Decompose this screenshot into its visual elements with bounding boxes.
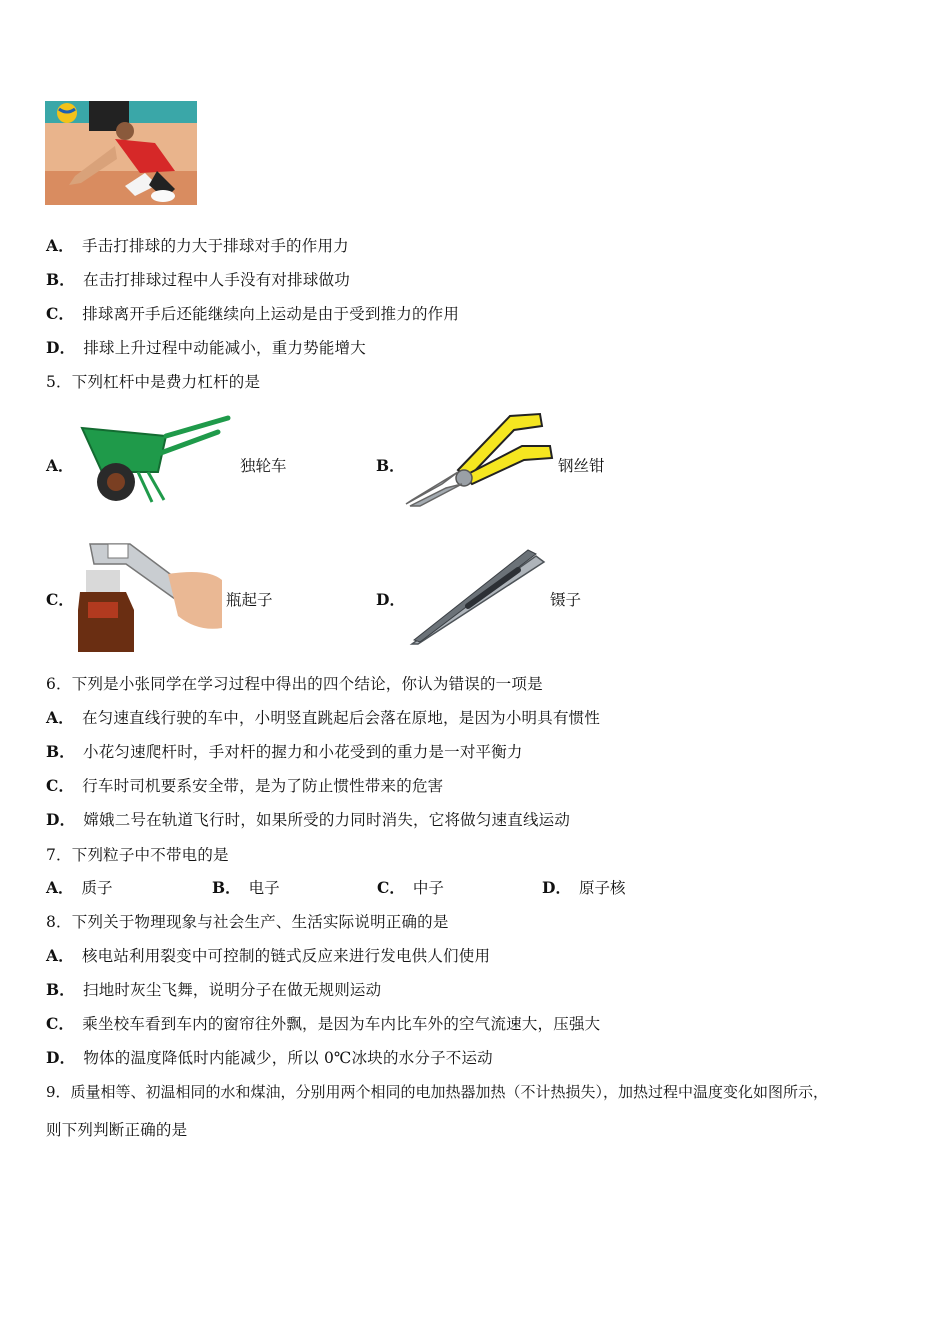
q7-stem: 7．下列粒子中不带电的是 — [46, 846, 229, 864]
pliers-photo — [402, 408, 556, 508]
q8-option-c: C． 乘坐校车看到车内的窗帘往外飘，是因为车内比车外的空气流速大，压强大 — [46, 1014, 601, 1033]
q7-option-d: D． 原子核 — [542, 878, 626, 897]
q6-option-c: C． 行车时司机要系安全带，是为了防止惯性带来的危害 — [46, 776, 444, 795]
tweezers-photo — [408, 548, 548, 648]
q4-option-c: C． 排球离开手后还能继续向上运动是由于受到推力的作用 — [46, 304, 460, 323]
q5-option-b-label: B． — [376, 456, 405, 475]
q7-option-c: C． 中子 — [377, 878, 444, 897]
q9-stem-line-2: 则下列判断正确的是 — [46, 1121, 188, 1139]
q5-option-a-label: A． — [46, 456, 74, 475]
bottle-opener-photo — [78, 540, 222, 652]
wheelbarrow-photo — [78, 414, 234, 506]
q5-option-b-text: 钢丝钳 — [558, 457, 605, 475]
q5-option-c-text: 瓶起子 — [226, 591, 273, 609]
q7-option-a: A． 质子 — [46, 878, 113, 897]
q8-stem: 8．下列关于物理现象与社会生产、生活实际说明正确的是 — [46, 913, 449, 931]
q4-option-a: A． 手击打排球的力大于排球对手的作用力 — [46, 236, 349, 255]
q4-option-b: B． 在击打排球过程中人手没有对排球做功 — [46, 270, 350, 289]
q4-option-d: D． 排球上升过程中动能减小，重力势能增大 — [46, 338, 366, 357]
q5-option-d-text: 镊子 — [550, 591, 582, 609]
q7-option-b: B． 电子 — [212, 878, 280, 897]
q5-option-a-text: 独轮车 — [240, 457, 287, 475]
q6-option-d: D． 嫦娥二号在轨道飞行时，如果所受的力同时消失，它将做匀速直线运动 — [46, 810, 571, 829]
q5-option-d-label: D． — [376, 590, 405, 609]
q8-option-b: B． 扫地时灰尘飞舞，说明分子在做无规则运动 — [46, 980, 382, 999]
q8-option-d: D． 物体的温度降低时内能减少，所以 0℃冰块的水分子不运动 — [46, 1048, 493, 1067]
q5-stem: 5．下列杠杆中是费力杠杆的是 — [46, 373, 261, 391]
q6-option-a: A． 在匀速直线行驶的车中，小明竖直跳起后会落在原地，是因为小明具有惯性 — [46, 708, 601, 727]
q6-option-b: B． 小花匀速爬杆时，手对杆的握力和小花受到的重力是一对平衡力 — [46, 742, 523, 761]
q9-stem-line-1: 9．质量相等、初温相同的水和煤油，分别用两个相同的电加热器加热（不计热损失），加热过程中温度变化如图所示， — [46, 1083, 829, 1101]
q5-option-c-label: C． — [46, 590, 74, 609]
q8-option-a: A． 核电站利用裂变中可控制的链式反应来进行发电供人们使用 — [46, 946, 491, 965]
q6-stem: 6．下列是小张同学在学习过程中得出的四个结论，你认为错误的一项是 — [46, 675, 543, 693]
volleyball-player-photo — [45, 101, 197, 205]
